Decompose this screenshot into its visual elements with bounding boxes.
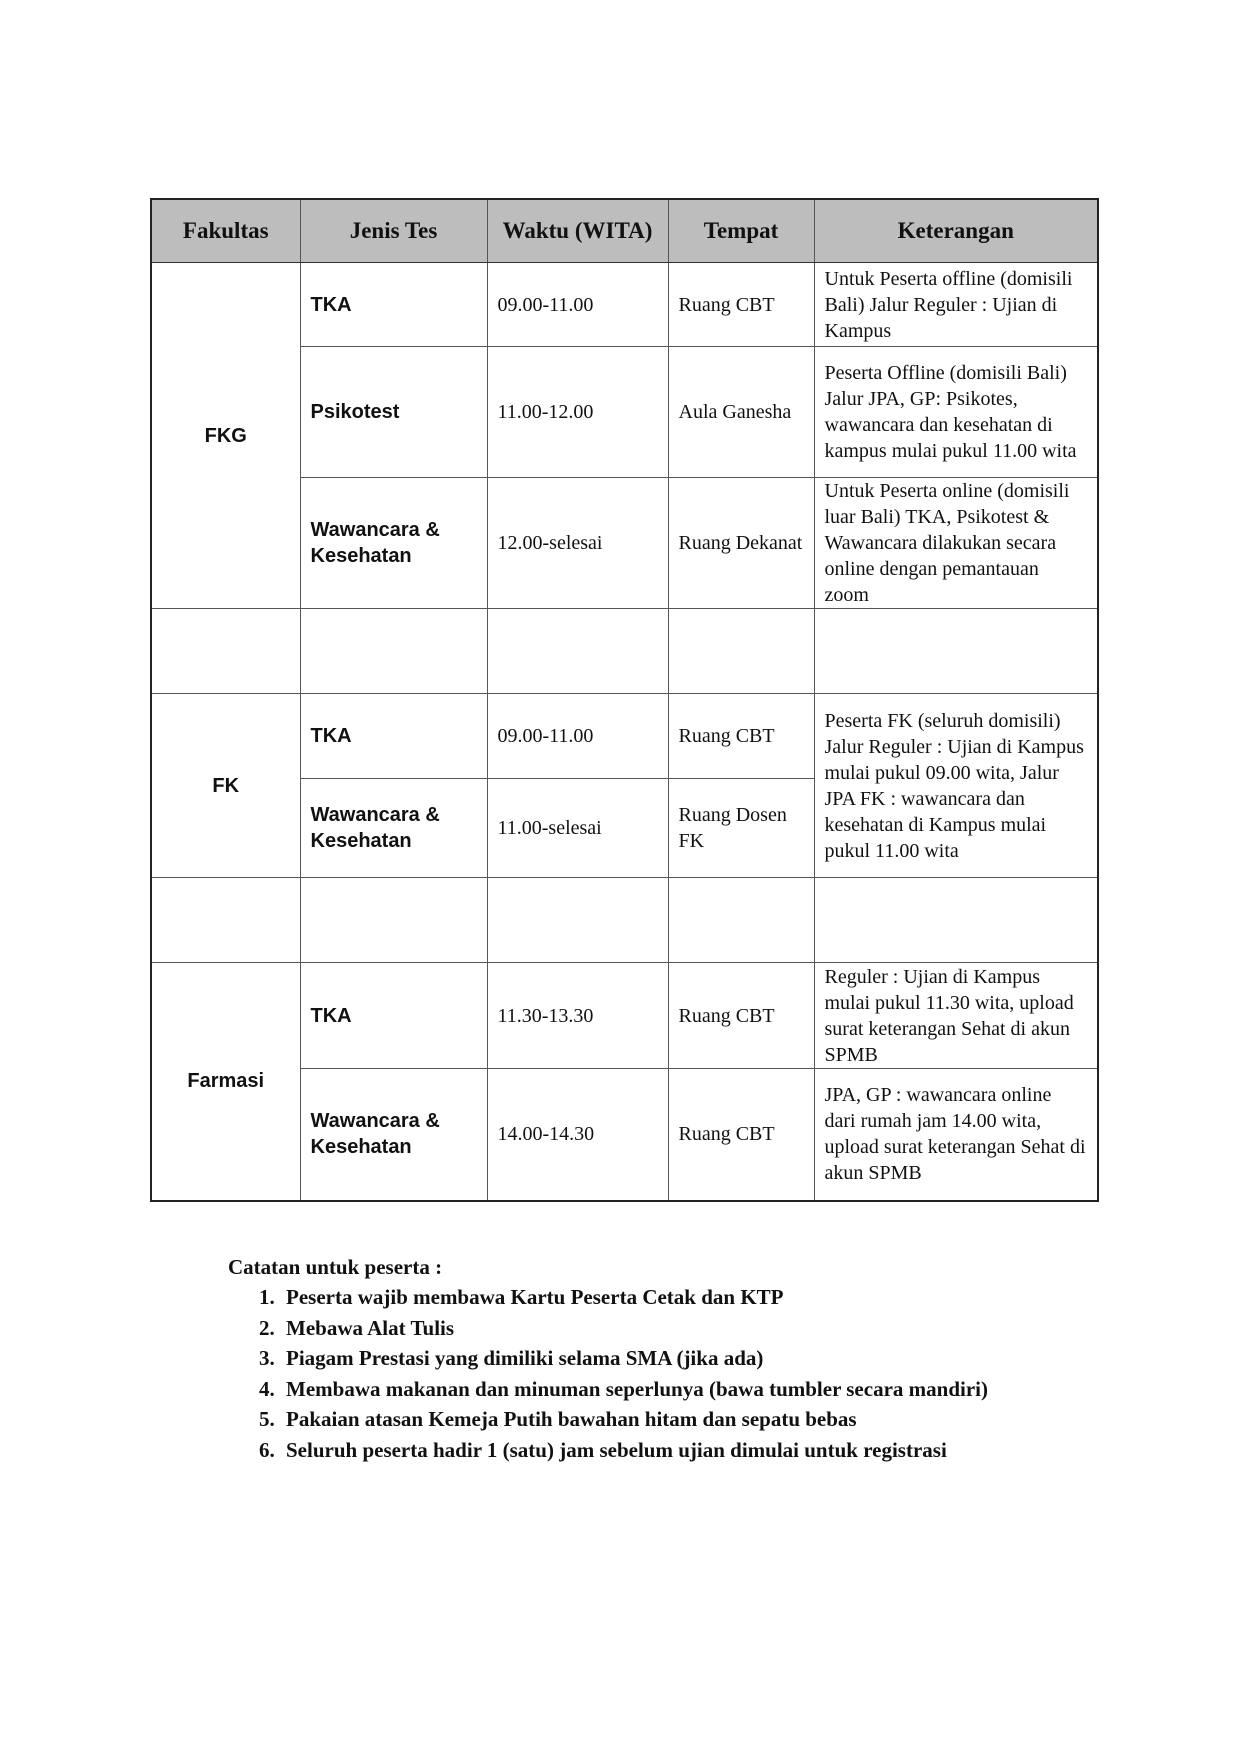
empty-cell — [668, 878, 814, 963]
tempat-cell: Ruang CBT — [668, 963, 814, 1069]
header-jenis-tes: Jenis Tes — [300, 199, 487, 263]
tempat-cell: Ruang CBT — [668, 1069, 814, 1201]
jenis-tes-cell: Psikotest — [300, 347, 487, 478]
list-item: 3. Piagam Prestasi yang dimiliki selama SMA (jika ada) — [280, 1343, 1188, 1374]
list-item: 1. Peserta wajib membawa Kartu Peserta Cetak dan KTP — [280, 1282, 1188, 1313]
participant-notes — [228, 1252, 1188, 1465]
empty-cell — [814, 878, 1098, 963]
list-item: 4. Membawa makanan dan minuman seperlunya (bawa tumbler secara mandiri) — [280, 1374, 1188, 1405]
keterangan-cell: Peserta FK (seluruh domisili) Jalur Reguler : Ujian di Kampus mulai pukul 09.00 wita, Jalur JPA FK : wawancara dan kesehatan di Kampus mulai pukul 11.00 wita — [814, 694, 1098, 878]
waktu-cell: 11.30-13.30 — [487, 963, 668, 1069]
empty-cell — [300, 878, 487, 963]
empty-row — [151, 878, 1098, 963]
empty-cell — [668, 609, 814, 694]
empty-cell — [814, 609, 1098, 694]
tempat-cell: Ruang Dosen FK — [668, 779, 814, 878]
table-row — [151, 263, 1098, 347]
keterangan-cell: Untuk Peserta online (domisili luar Bali) TKA, Psikotest & Wawancara dilakukan secara online dengan pemantauan zoom — [814, 478, 1098, 609]
empty-cell — [151, 609, 300, 694]
tempat-cell: Ruang CBT — [668, 694, 814, 779]
jenis-tes-cell: TKA — [300, 263, 487, 347]
tempat-cell: Aula Ganesha — [668, 347, 814, 478]
list-item: 2. Mebawa Alat Tulis — [280, 1313, 1188, 1344]
table-row — [151, 694, 1098, 779]
jenis-tes-cell: Wawancara & Kesehatan — [300, 478, 487, 609]
tempat-cell: Ruang Dekanat — [668, 478, 814, 609]
jenis-tes-cell: Wawancara & Kesehatan — [300, 779, 487, 878]
fakultas-cell: FKG — [151, 263, 300, 609]
waktu-cell: 11.00-selesai — [487, 779, 668, 878]
keterangan-cell: Reguler : Ujian di Kampus mulai pukul 11.30 wita, upload surat keterangan Sehat di akun SPMB — [814, 963, 1098, 1069]
jenis-tes-cell: TKA — [300, 694, 487, 779]
schedule-table — [150, 198, 1099, 1202]
keterangan-cell: Peserta Offline (domisili Bali) Jalur JPA, GP: Psikotes, wawancara dan kesehatan di kampus mulai pukul 11.00 wita — [814, 347, 1098, 478]
empty-cell — [487, 878, 668, 963]
tempat-cell: Ruang CBT — [668, 263, 814, 347]
list-item: 6. Seluruh peserta hadir 1 (satu) jam sebelum ujian dimulai untuk registrasi — [280, 1435, 1188, 1466]
header-waktu: Waktu (WITA) — [487, 199, 668, 263]
header-fakultas: Fakultas — [151, 199, 300, 263]
waktu-cell: 14.00-14.30 — [487, 1069, 668, 1201]
fakultas-cell: Farmasi — [151, 963, 300, 1201]
header-keterangan: Keterangan — [814, 199, 1098, 263]
notes-title: Catatan untuk peserta : — [228, 1255, 443, 1279]
fakultas-cell: FK — [151, 694, 300, 878]
waktu-cell: 09.00-11.00 — [487, 694, 668, 779]
empty-cell — [487, 609, 668, 694]
header-tempat: Tempat — [668, 199, 814, 263]
waktu-cell: 11.00-12.00 — [487, 347, 668, 478]
waktu-cell: 12.00-selesai — [487, 478, 668, 609]
keterangan-cell: Untuk Peserta offline (domisili Bali) Jalur Reguler : Ujian di Kampus — [814, 263, 1098, 347]
table-row — [151, 963, 1098, 1069]
waktu-cell: 09.00-11.00 — [487, 263, 668, 347]
keterangan-cell: JPA, GP : wawancara online dari rumah jam 14.00 wita, upload surat keterangan Sehat di akun SPMB — [814, 1069, 1098, 1201]
jenis-tes-cell: Wawancara & Kesehatan — [300, 1069, 487, 1201]
empty-cell — [300, 609, 487, 694]
notes-list — [228, 1282, 1188, 1465]
jenis-tes-cell: TKA — [300, 963, 487, 1069]
empty-cell — [151, 878, 300, 963]
table-header-row — [151, 199, 1098, 263]
empty-row — [151, 609, 1098, 694]
list-item: 5. Pakaian atasan Kemeja Putih bawahan hitam dan sepatu bebas — [280, 1404, 1188, 1435]
